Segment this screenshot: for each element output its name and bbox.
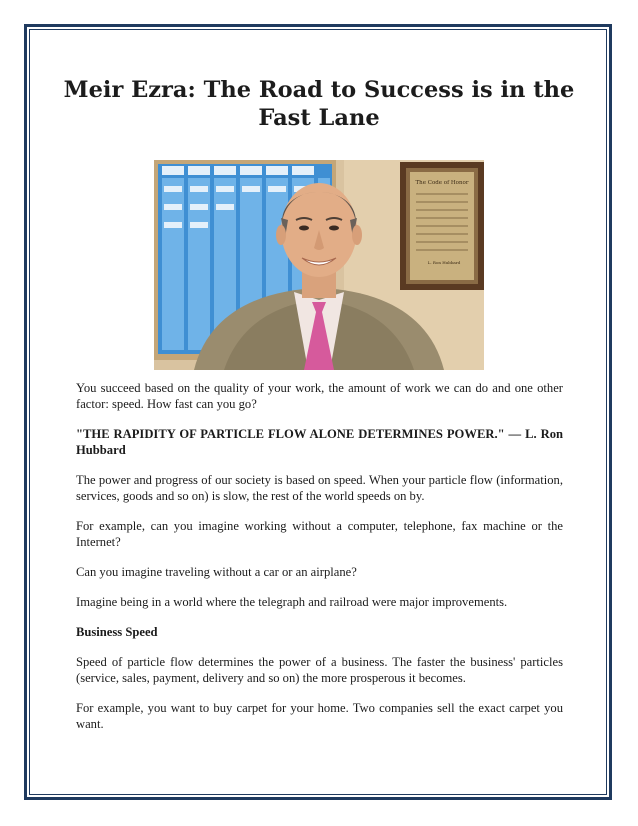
plaque-signature: L. Ron Hubbard [427, 260, 461, 265]
paragraph-carpet: For example, you want to buy carpet for your home. Two companies sell the exact carpet you want. [76, 701, 563, 731]
plaque-title: The Code of Honor [415, 180, 469, 186]
paragraph-traveling: Can you imagine traveling without a car or an airplane? [76, 565, 357, 579]
section-heading-business-speed: Business Speed [76, 625, 158, 639]
paragraph-telegraph: Imagine being in a world where the telegraph and railroad were major improvements. [76, 595, 508, 609]
paragraph-example-computer: For example, can you imagine working without a computer, telephone, fax machine or the Internet? [76, 519, 563, 549]
portrait-photo [154, 160, 484, 370]
document-title: Meir Ezra: The Road to Success is in the Fast Lane [63, 77, 575, 131]
quote-paragraph: "THE RAPIDITY OF PARTICLE FLOW ALONE DETERMINES POWER." — L. Ron Hubbard [76, 427, 563, 457]
paragraph-power: The power and progress of our society is based on speed. When your particle flow (information, services, goods and so on) is slow, the rest of the world speeds on by. [76, 473, 563, 503]
paragraph-intro: You succeed based on the quality of your work, the amount of work we can do and one other factor: speed. How fast can you go? [76, 381, 563, 411]
paragraph-business: Speed of particle flow determines the power of a business. The faster the business' particles (service, sales, payment, delivery and so on) the more prosperous it becomes. [76, 655, 563, 685]
article-body [76, 380, 563, 746]
